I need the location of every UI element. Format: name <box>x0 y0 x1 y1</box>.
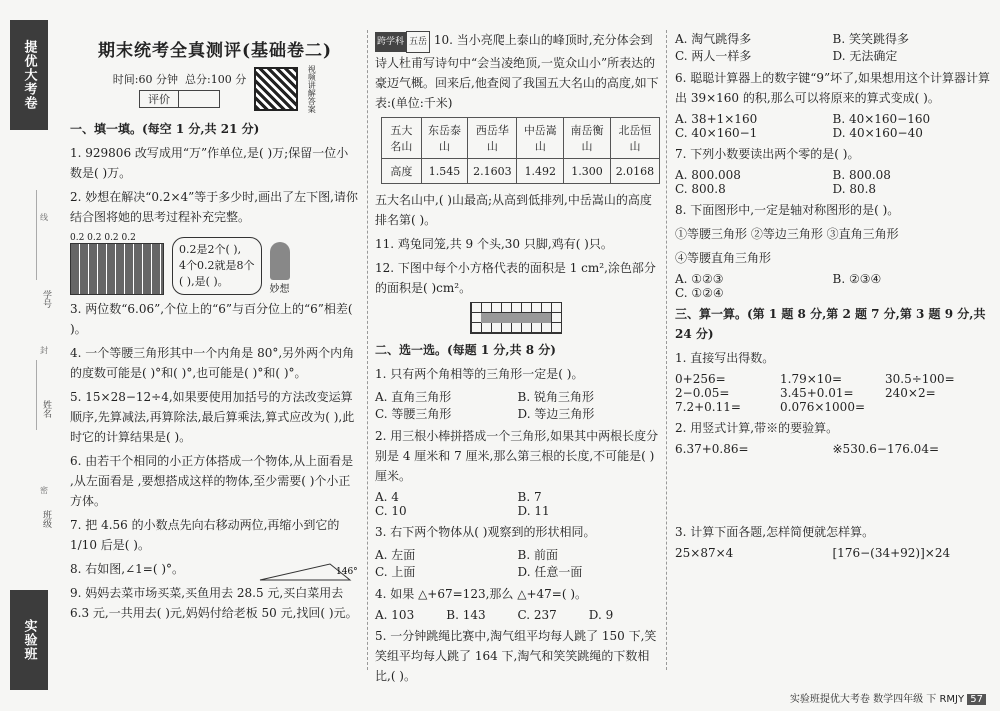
table-cell: 2.1603 <box>468 159 517 184</box>
sidebar-top-band: 提优大考卷 <box>10 20 48 130</box>
question-4: 4. 一个等腰三角形其中一个内角是 80°,另外两个内角的度数可能是( )°和( )°,也可能是( )°和( )°。 <box>70 346 355 380</box>
question-6: 6. 由若干个相同的小正方体搭成一个物体,从上面看是 ,从左面看是 ,要想搭成这样的物体,至少需要( )个小正方体。 <box>70 454 354 508</box>
table-cell: 2.0168 <box>610 159 659 184</box>
column-1 <box>70 30 360 627</box>
option[interactable]: C. 上面 <box>375 565 416 579</box>
field-name-label: 姓名 <box>41 400 51 418</box>
option[interactable]: D. 40×160−40 <box>832 126 923 140</box>
calc-item: 6.37+0.86= <box>675 442 749 456</box>
choice-2: 2. 用三根小棒拼搭成一个三角形,如果其中两根长度分别是 4 厘米和 7 厘米,那么第三根的长度,不可能是( )厘米。 <box>375 429 659 483</box>
choice-5: 5. 一分钟跳绳比赛中,淘气组平均每人跳了 150 下,笑笑组平均每人跳了 164 下,淘气和笑笑跳绳的下数相比,( )。 <box>375 629 657 683</box>
seal-seal-label: 封 <box>40 346 48 355</box>
option[interactable]: B. ②③④ <box>832 272 882 286</box>
calc-item: 240×2= <box>885 386 936 400</box>
option[interactable]: B. 锐角三角形 <box>517 390 594 404</box>
option[interactable]: D. 等边三角形 <box>517 407 595 421</box>
girl-figure <box>270 242 290 280</box>
option[interactable]: B. 前面 <box>517 548 558 562</box>
option[interactable]: A. 淘气跳得多 <box>675 32 752 46</box>
question-2: 2. 妙想在解决“0.2×4”等于多少时,画出了左下图,请你结合图将她的思考过程补充完整。 <box>70 190 358 224</box>
bubble-line: ( ),是( )。 <box>179 275 229 288</box>
angle-figure <box>250 560 360 582</box>
grid-figure <box>470 302 562 334</box>
field-id-label: 学号 <box>41 290 51 308</box>
option[interactable]: C. 800.8 <box>675 182 726 196</box>
choice-7: 7. 下列小数要读出两个零的是( )。 <box>675 147 860 161</box>
table-cell: 中岳嵩山 <box>517 118 564 159</box>
option[interactable]: A. 800.008 <box>675 168 741 182</box>
seal-tight-label: 密 <box>40 486 48 495</box>
option[interactable]: D. 任意一面 <box>517 565 583 579</box>
choice-6: 6. 聪聪计算器上的数字键“9”坏了,如果想用这个计算器计算出 39×160 的积,那么可以将原来的算式变成( )。 <box>675 71 990 105</box>
calc-item: 2−0.05= <box>675 386 730 400</box>
calc-item: 1.79×10= <box>780 372 843 386</box>
table-cell: 1.492 <box>517 159 564 184</box>
option[interactable]: A. ①②③ <box>675 272 724 286</box>
table-row <box>382 118 660 159</box>
page-title: 期末统考全真测评(基础卷二) <box>97 41 333 61</box>
decimal-bar-figure <box>70 243 164 295</box>
calc-item: 7.2+0.11= <box>675 400 741 414</box>
calc-2: 2. 用竖式计算,带※的要验算。 <box>675 421 839 435</box>
option[interactable]: C. ①②④ <box>675 286 724 300</box>
option[interactable]: B. 800.08 <box>832 168 891 182</box>
table-cell: 东岳泰山 <box>421 118 468 159</box>
question-3: 3. 两位数“6.06”,个位上的“6”与百分位上的“6”相差( )。 <box>70 302 353 336</box>
bubble-line: 0.2是2个( ), <box>179 243 242 256</box>
thought-bubble <box>172 237 262 295</box>
option[interactable]: A. 左面 <box>375 548 416 562</box>
bar-labels: 0.2 0.2 0.2 0.2 <box>70 233 136 243</box>
column-divider <box>367 30 368 670</box>
page-number: 57 <box>967 694 986 705</box>
qr-caption: 视频讲解答案 <box>307 65 317 113</box>
choice-4: 4. 如果 △+67=123,那么 △+47=( )。 <box>375 587 588 601</box>
option[interactable]: B. 笑笑跳得多 <box>832 32 909 46</box>
question-7: 7. 把 4.56 的小数点先向右移动两位,再缩小到它的 1/10 后是( )。 <box>70 518 340 552</box>
section-heading: 二、选一选。(每题 1 分,共 8 分) <box>375 343 556 357</box>
question-1: 1. 929806 改写成用“万”作单位,是( )万;保留一位小数是( )万。 <box>70 146 349 180</box>
table-cell: 五大名山 <box>382 118 422 159</box>
calc-item: ※530.6−176.04= <box>832 442 940 456</box>
question-8: 8. 右如图,∠1=( )°。 <box>70 562 185 576</box>
option[interactable]: C. 237 <box>517 608 557 622</box>
seal-line-label: 线 <box>40 213 48 222</box>
option[interactable]: A. 103 <box>375 608 415 622</box>
calc-item: 30.5÷100= <box>885 372 955 386</box>
table-cell: 南岳衡山 <box>564 118 611 159</box>
choice-8-items: ④等腰直角三角形 <box>675 251 772 265</box>
calc-item: 25×87×4 <box>675 546 734 560</box>
girl-name: 妙想 <box>269 284 290 295</box>
table-row <box>382 159 660 184</box>
option[interactable]: C. 40×160−1 <box>675 126 758 140</box>
section-heading: 三、算一算。(第 1 题 8 分,第 2 题 7 分,第 3 题 9 分,共 24 分) <box>675 307 986 341</box>
option[interactable]: D. 无法确定 <box>832 49 898 63</box>
calc-item: 3.45+0.01= <box>780 386 854 400</box>
question-10-text: 10. 当小亮爬上泰山的峰顶时,充分体会到诗人杜甫写诗句中“会当凌绝顶,一览众山小”所表达的豪迈气概。回来后,他查阅了我国五大名山的高度,如下表:(单位:千米) <box>375 33 659 110</box>
exam-time: 时间:60 分钟 <box>112 72 178 86</box>
table-cell: 北岳恒山 <box>610 118 659 159</box>
option[interactable]: C. 等腰三角形 <box>375 407 452 421</box>
sidebar-line <box>36 360 37 430</box>
column-2 <box>375 30 660 690</box>
calc-item: 0+256= <box>675 372 726 386</box>
option[interactable]: D. 80.8 <box>832 182 877 196</box>
calc-3: 3. 计算下面各题,怎样简便就怎样算。 <box>675 525 875 539</box>
question-5: 5. 15×28−12÷4,如果要使用加括号的方法改变运算顺序,先算减法,再算除法,最后算乘法,算式应改为( ),此时它的计算结果是( )。 <box>70 390 355 444</box>
choice-8-items: ①等腰三角形 ②等边三角形 ③直角三角形 <box>675 227 899 241</box>
table-cell: 西岳华山 <box>468 118 517 159</box>
question-9: 9. 妈妈去菜市场买菜,买鱼用去 28.5 元,买白菜用去 6.3 元,一共用去( )元,妈妈付给老板 50 元,找回( )元。 <box>70 586 358 620</box>
question-10 <box>375 30 660 113</box>
calc-item: 0.076×1000= <box>780 400 866 414</box>
table-cell: 1.300 <box>564 159 611 184</box>
tag-five-mountains: 五岳 <box>406 31 430 53</box>
footer <box>790 690 986 705</box>
table-cell: 1.545 <box>421 159 468 184</box>
option[interactable]: A. 直角三角形 <box>375 390 452 404</box>
eval-box[interactable] <box>179 91 219 107</box>
option[interactable]: B. 7 <box>517 490 542 504</box>
sidebar-bottom-band: 实验班 <box>10 590 48 690</box>
question-12: 12. 下图中每个小方格代表的面积是 1 cm²,涂色部分的面积是( )cm²。 <box>375 261 656 295</box>
option[interactable]: C. 两人一样多 <box>675 49 752 63</box>
question-11: 11. 鸡兔同笼,共 9 个头,30 只脚,鸡有( )只。 <box>375 237 613 251</box>
section-heading: 一、填一填。(每空 1 分,共 21 分) <box>70 122 260 136</box>
table-cell: 高度 <box>382 159 422 184</box>
exam-score: 总分:100 分 <box>185 72 247 86</box>
option[interactable]: A. 4 <box>375 490 399 504</box>
sidebar-line <box>36 190 37 280</box>
field-class-label: 班级 <box>41 510 51 528</box>
eval-label: 评价 <box>140 91 179 107</box>
option[interactable]: B. 40×160−160 <box>832 112 931 126</box>
question-10b: 五大名山中,( )山最高;从高到低排列,中岳嵩山的高度排名第( )。 <box>375 193 652 227</box>
calc-1: 1. 直接写出得数。 <box>675 351 775 365</box>
bubble-line: 4个0.2就是8个 <box>179 259 255 272</box>
choice-8: 8. 下面图形中,一定是轴对称图形的是( )。 <box>675 203 900 217</box>
option[interactable]: C. 10 <box>375 504 407 518</box>
column-divider <box>666 30 667 670</box>
choice-3: 3. 右下两个物体从( )观察到的形状相同。 <box>375 525 596 539</box>
option[interactable]: D. 11 <box>517 504 550 518</box>
option[interactable]: A. 38+1×160 <box>675 112 758 126</box>
qr-code[interactable] <box>254 67 298 111</box>
column-3 <box>675 30 990 560</box>
calc-item: [176−(34+92)]×24 <box>832 546 951 560</box>
option[interactable]: B. 143 <box>446 608 486 622</box>
sidebar <box>0 0 62 711</box>
choice-1: 1. 只有两个角相等的三角形一定是( )。 <box>375 367 584 381</box>
mountains-table <box>381 117 660 184</box>
option[interactable]: D. 9 <box>588 608 614 622</box>
footer-text: 实验班提优大考卷 数学四年级 下 RMJY <box>789 694 965 705</box>
angle-label: 146° <box>336 567 358 577</box>
tag-interdisciplinary: 跨学科 <box>375 32 406 52</box>
